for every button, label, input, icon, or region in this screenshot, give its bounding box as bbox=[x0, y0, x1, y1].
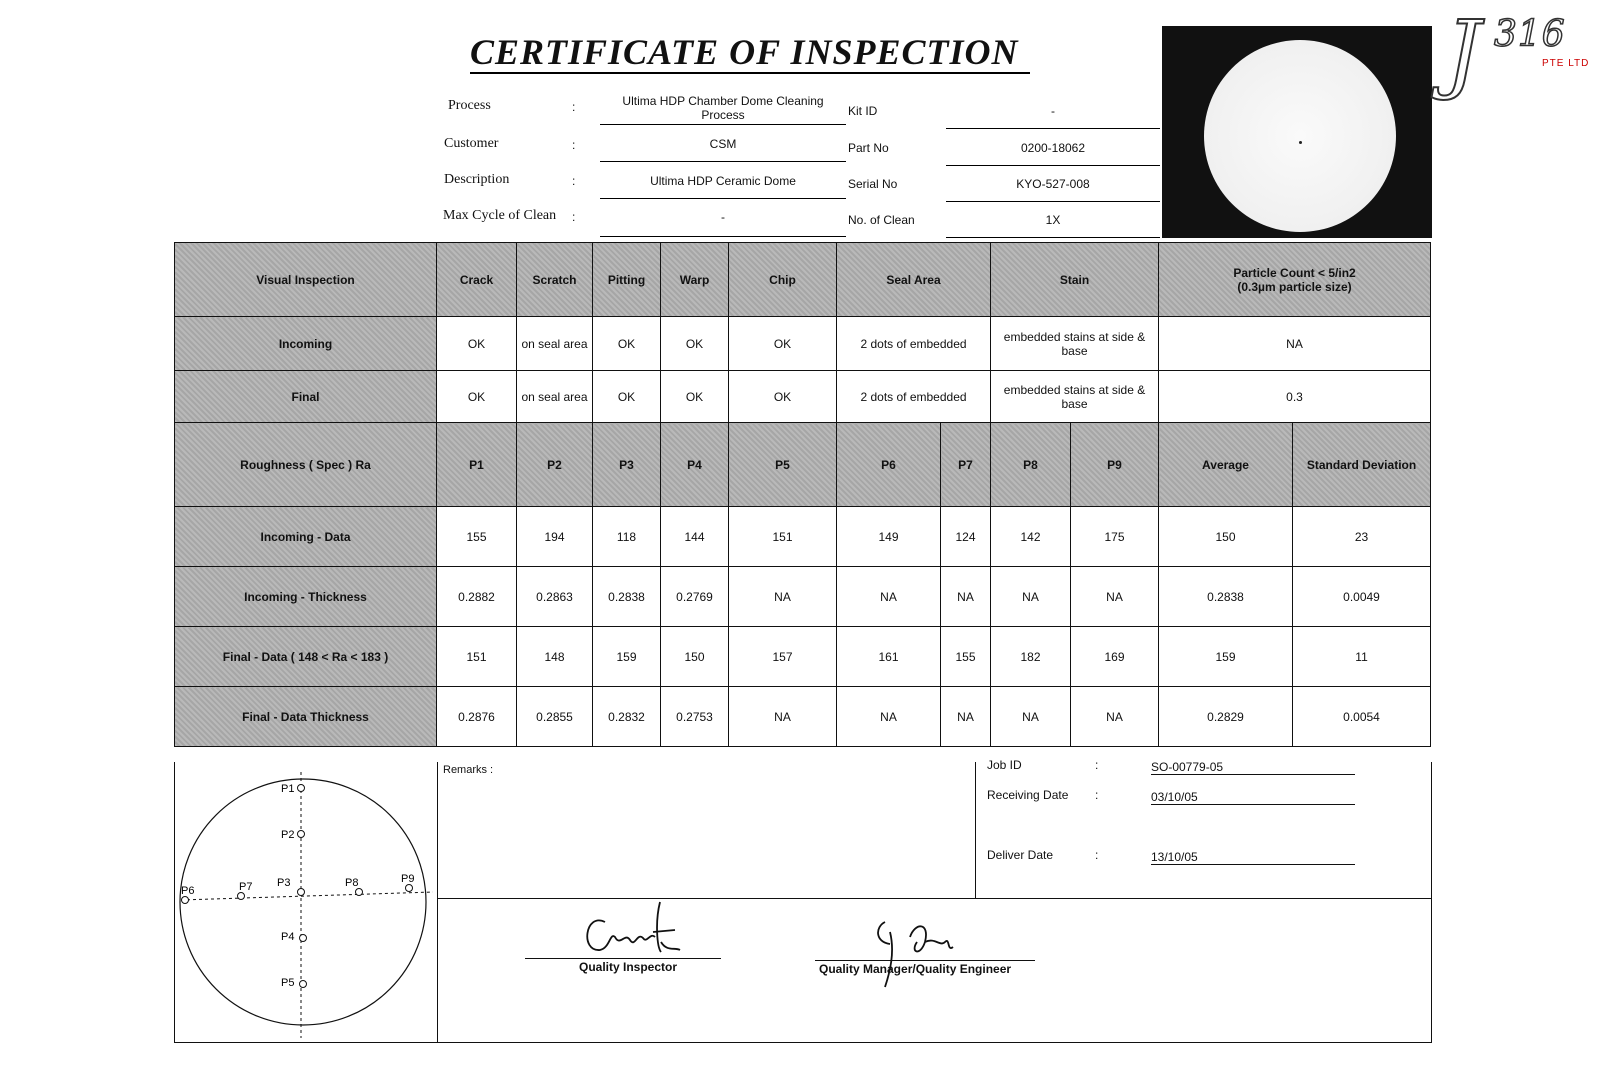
table-cell: NA bbox=[991, 567, 1071, 627]
max-cycle-label: Max Cycle of Clean bbox=[443, 208, 557, 223]
point-marker-p1 bbox=[298, 785, 305, 792]
table-cell: 23 bbox=[1293, 507, 1431, 567]
horizontal-axis bbox=[181, 892, 433, 900]
table-cell: 2 dots of embedded bbox=[837, 371, 991, 423]
col-average: Average bbox=[1159, 423, 1293, 507]
table-cell: 118 bbox=[593, 507, 661, 567]
point-label-p4: P4 bbox=[281, 931, 295, 943]
manager-label: Quality Manager/Quality Engineer bbox=[819, 962, 1012, 976]
colon: : bbox=[1095, 848, 1099, 862]
col-seal-area: Seal Area bbox=[837, 243, 991, 317]
table-cell: 0.2832 bbox=[593, 687, 661, 747]
inspection-table bbox=[174, 242, 1431, 747]
roughness-header: Roughness ( Spec ) Ra bbox=[175, 423, 437, 507]
table-cell: 0.2753 bbox=[661, 687, 729, 747]
colon: : bbox=[572, 210, 576, 224]
point-label-p7: P7 bbox=[239, 881, 253, 893]
dome-center-dot bbox=[1299, 141, 1302, 144]
table-cell: embedded stains at side & base bbox=[991, 317, 1159, 371]
col-p2: P2 bbox=[517, 423, 593, 507]
table-cell: 182 bbox=[991, 627, 1071, 687]
serial-no-value: KYO-527-008 bbox=[946, 177, 1160, 202]
col-p8: P8 bbox=[991, 423, 1071, 507]
description-label: Description bbox=[444, 172, 510, 187]
table-cell: 0.3 bbox=[1159, 371, 1431, 423]
table-cell: 0.2855 bbox=[517, 687, 593, 747]
serial-no-label: Serial No bbox=[848, 177, 898, 191]
col-p3: P3 bbox=[593, 423, 661, 507]
row-final-data-thickness: Final - Data Thickness bbox=[175, 687, 437, 747]
table-cell: NA bbox=[1071, 687, 1159, 747]
kit-id-value: - bbox=[946, 104, 1160, 129]
table-cell: 0.2863 bbox=[517, 567, 593, 627]
table-cell: OK bbox=[661, 317, 729, 371]
colon: : bbox=[572, 174, 576, 188]
table-cell: NA bbox=[941, 567, 991, 627]
divider-vertical bbox=[975, 762, 976, 898]
col-p9: P9 bbox=[1071, 423, 1159, 507]
dome-disc bbox=[1204, 40, 1396, 232]
process-value-line2: Process bbox=[701, 108, 745, 122]
job-id-label: Job ID bbox=[987, 758, 1022, 772]
point-marker-p6 bbox=[182, 897, 189, 904]
max-cycle-value: - bbox=[600, 210, 846, 237]
col-p6: P6 bbox=[837, 423, 941, 507]
receiving-date-label: Receiving Date bbox=[987, 788, 1069, 802]
table-cell: OK bbox=[437, 317, 517, 371]
table-cell: embedded stains at side & base bbox=[991, 371, 1159, 423]
logo-subtext: PTE LTD bbox=[1542, 58, 1590, 69]
bottom-section bbox=[174, 758, 1432, 1043]
table-cell: 175 bbox=[1071, 507, 1159, 567]
table-cell: 0.0049 bbox=[1293, 567, 1431, 627]
table-cell: NA bbox=[991, 687, 1071, 747]
no-of-clean-value: 1X bbox=[946, 213, 1160, 238]
table-cell: 0.2876 bbox=[437, 687, 517, 747]
inspector-label: Quality Inspector bbox=[579, 960, 678, 974]
logo-number: 316 bbox=[1494, 14, 1566, 55]
table-cell: NA bbox=[729, 687, 837, 747]
table-cell: 0.2769 bbox=[661, 567, 729, 627]
col-standard-deviation: Standard Deviation bbox=[1293, 423, 1431, 507]
point-marker-p7 bbox=[238, 893, 245, 900]
remarks-label: Remarks : bbox=[443, 764, 494, 776]
table-cell: 157 bbox=[729, 627, 837, 687]
point-marker-p9 bbox=[406, 885, 413, 892]
row-final-data: Final - Data ( 148 < Ra < 183 ) bbox=[175, 627, 437, 687]
row-incoming: Incoming bbox=[175, 317, 437, 371]
table-cell: 155 bbox=[437, 507, 517, 567]
col-particle-count bbox=[1159, 243, 1431, 317]
particle-line1: Particle Count < 5/in2 bbox=[1233, 265, 1356, 280]
table-cell: 142 bbox=[991, 507, 1071, 567]
table-cell: 194 bbox=[517, 507, 593, 567]
row-incoming-data: Incoming - Data bbox=[175, 507, 437, 567]
point-label-p2: P2 bbox=[281, 829, 295, 841]
table-cell: 0.0054 bbox=[1293, 687, 1431, 747]
table-cell: 144 bbox=[661, 507, 729, 567]
process-value-line1: Ultima HDP Chamber Dome Cleaning bbox=[622, 94, 824, 108]
table-cell: NA bbox=[837, 687, 941, 747]
point-marker-p3 bbox=[298, 889, 305, 896]
table-cell: 148 bbox=[517, 627, 593, 687]
col-p4: P4 bbox=[661, 423, 729, 507]
table-cell: on seal area bbox=[517, 317, 593, 371]
manager-signature-line bbox=[815, 960, 1035, 961]
table-cell: 150 bbox=[661, 627, 729, 687]
part-no-label: Part No bbox=[848, 141, 889, 155]
table-cell: NA bbox=[837, 567, 941, 627]
point-label-p8: P8 bbox=[345, 877, 359, 889]
table-cell: 124 bbox=[941, 507, 991, 567]
point-label-p3: P3 bbox=[277, 877, 291, 889]
col-p1: P1 bbox=[437, 423, 517, 507]
receiving-date-value: 03/10/05 bbox=[1151, 790, 1355, 805]
measurement-point-diagram bbox=[175, 762, 438, 1042]
table-cell: OK bbox=[729, 317, 837, 371]
table-cell: 150 bbox=[1159, 507, 1293, 567]
dome-outline bbox=[180, 779, 426, 1025]
col-scratch: Scratch bbox=[517, 243, 593, 317]
deliver-date-label: Deliver Date bbox=[987, 848, 1054, 862]
col-stain: Stain bbox=[991, 243, 1159, 317]
logo-j: J bbox=[1446, 3, 1481, 103]
row-final: Final bbox=[175, 371, 437, 423]
table-cell: 149 bbox=[837, 507, 941, 567]
colon: : bbox=[1095, 788, 1099, 802]
table-cell: 0.2829 bbox=[1159, 687, 1293, 747]
job-id-value: SO-00779-05 bbox=[1151, 760, 1355, 775]
col-chip: Chip bbox=[729, 243, 837, 317]
table-cell: on seal area bbox=[517, 371, 593, 423]
table-cell: 2 dots of embedded bbox=[837, 317, 991, 371]
no-of-clean-label: No. of Clean bbox=[848, 213, 915, 227]
point-marker-p2 bbox=[298, 831, 305, 838]
table-cell: 169 bbox=[1071, 627, 1159, 687]
colon: : bbox=[572, 138, 576, 152]
table-cell: 151 bbox=[437, 627, 517, 687]
process-label: Process bbox=[448, 98, 491, 113]
point-marker-p4 bbox=[300, 935, 307, 942]
table-cell: 161 bbox=[837, 627, 941, 687]
table-cell: NA bbox=[941, 687, 991, 747]
row-incoming-thickness: Incoming - Thickness bbox=[175, 567, 437, 627]
process-value bbox=[600, 94, 846, 125]
col-warp: Warp bbox=[661, 243, 729, 317]
table-cell: OK bbox=[593, 317, 661, 371]
customer-value: CSM bbox=[600, 137, 846, 162]
deliver-date-value: 13/10/05 bbox=[1151, 850, 1355, 865]
table-cell: 11 bbox=[1293, 627, 1431, 687]
table-cell: 159 bbox=[1159, 627, 1293, 687]
point-diagram-svg bbox=[175, 762, 437, 1042]
point-label-p5: P5 bbox=[281, 977, 295, 989]
table-cell: NA bbox=[729, 567, 837, 627]
table-cell: 151 bbox=[729, 507, 837, 567]
table-cell: NA bbox=[1159, 317, 1431, 371]
col-p7: P7 bbox=[941, 423, 991, 507]
diagram-points bbox=[181, 783, 414, 989]
colon: : bbox=[572, 100, 576, 114]
table-cell: 155 bbox=[941, 627, 991, 687]
visual-inspection-header: Visual Inspection bbox=[175, 243, 437, 317]
point-label-p9: P9 bbox=[401, 873, 415, 885]
table-cell: 159 bbox=[593, 627, 661, 687]
colon: : bbox=[1095, 758, 1099, 772]
point-label-p6: P6 bbox=[181, 885, 195, 897]
description-value: Ultima HDP Ceramic Dome bbox=[600, 174, 846, 199]
col-pitting: Pitting bbox=[593, 243, 661, 317]
certificate-title: CERTIFICATE OF INSPECTION bbox=[470, 32, 1030, 74]
part-no-value: 0200-18062 bbox=[946, 141, 1160, 166]
particle-line2: (0.3µm particle size) bbox=[1237, 279, 1352, 294]
table-cell: 0.2882 bbox=[437, 567, 517, 627]
customer-label: Customer bbox=[444, 136, 499, 151]
table-cell: OK bbox=[729, 371, 837, 423]
table-cell: OK bbox=[661, 371, 729, 423]
col-crack: Crack bbox=[437, 243, 517, 317]
table-cell: OK bbox=[593, 371, 661, 423]
kit-id-label: Kit ID bbox=[848, 104, 878, 118]
inspector-signature-line bbox=[525, 958, 721, 959]
point-marker-p5 bbox=[300, 981, 307, 988]
company-logo bbox=[1446, 3, 1596, 108]
manager-signature bbox=[855, 912, 995, 992]
table-cell: 0.2838 bbox=[593, 567, 661, 627]
table-cell: 0.2838 bbox=[1159, 567, 1293, 627]
table-cell: OK bbox=[437, 371, 517, 423]
dome-photo bbox=[1162, 26, 1432, 238]
point-label-p1: P1 bbox=[281, 783, 295, 795]
point-marker-p8 bbox=[356, 889, 363, 896]
table-cell: NA bbox=[1071, 567, 1159, 627]
col-p5: P5 bbox=[729, 423, 837, 507]
